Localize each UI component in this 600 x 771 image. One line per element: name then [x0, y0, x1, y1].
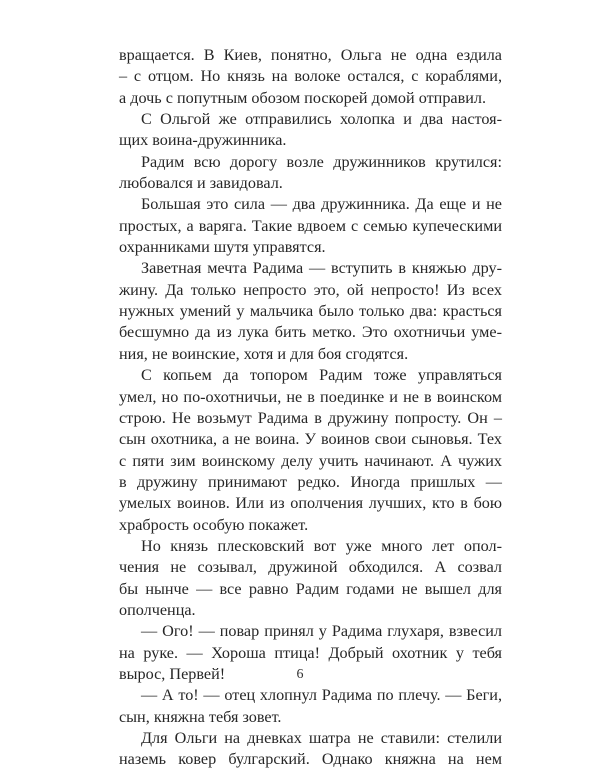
text-line: умел, но по-охотничьи, не в поединке и не в воинском: [119, 387, 502, 406]
paragraph: [119, 109, 502, 152]
text-line: умелых воинов. Или из ополчения лучших, кто в бою: [119, 494, 502, 513]
text-line: строю. Не возьмут Радима в дружину попросту. Он –: [119, 408, 502, 427]
text-line: с пяти зим воинскому делу учить начинают. А чужих: [119, 451, 502, 470]
text-line: С копьем да топором Радим тоже управляться: [141, 366, 502, 385]
text-line: Заветная мечта Радима — вступить в княжью дру-: [141, 259, 502, 278]
text-line: сын, княжна тебя зовет.: [119, 707, 282, 726]
paragraph: [119, 45, 502, 109]
text-line: Для Ольги на дневках шатра не ставили: стелили: [141, 729, 502, 747]
text-line: охранниками шутя управятся.: [119, 238, 326, 257]
paragraph: [119, 728, 502, 771]
paragraph: [119, 258, 502, 365]
text-line: наземь ковер булгарский. Однако княжна на нем: [119, 750, 502, 769]
text-line: нужных умений у мальчика было только два: красться: [119, 302, 502, 321]
text-line: — Ого! — повар принял у Радима глухаря, взвесил: [141, 622, 502, 641]
text-line: – с отцом. Но князь на волоке остался, с кораблями,: [119, 67, 502, 86]
text-line: простых, а варяга. Такие вдвоем с семью купеческими: [119, 216, 502, 235]
text-line: С Ольгой же отправились холопка и два настоя-: [141, 110, 502, 129]
paragraph: [119, 536, 502, 621]
page-number: 6: [296, 667, 304, 682]
text-line: жину. Да только непросто это, ой непросто! Из всех: [119, 280, 502, 299]
text-line: Но князь плесковский вот уже много лет опол-: [141, 536, 502, 555]
text-line: чения не созывал, дружиной обходился. А созвал: [119, 558, 502, 577]
text-line: любовался и завидовал.: [119, 174, 283, 193]
text-line: храбрость особую покажет.: [119, 515, 309, 534]
text-line: ния, не воинские, хотя и для боя сгодятся.: [119, 344, 409, 363]
text-line: вырос, Первей!: [119, 664, 226, 683]
text-line: а дочь с попутным обозом поскорей домой отправил.: [119, 88, 487, 107]
text-line: Радим всю дорогу возле дружинников крутился:: [141, 152, 502, 171]
text-line: — А то! — отец хлопнул Радима по плечу. — Беги,: [141, 686, 502, 705]
text-line: бесшумно да из лука бить метко. Это охотничьи уме-: [119, 323, 502, 342]
text-line: в дружину принимают редко. Иногда пришлых —: [119, 472, 502, 491]
text-line: на руке. — Хороша птица! Добрый охотник у тебя: [119, 643, 502, 662]
text-line: щих воина-дружинника.: [119, 131, 287, 150]
paragraph: [119, 365, 502, 536]
text-line: вращается. В Киев, понятно, Ольга не одна ездила: [119, 46, 502, 64]
text-line: Большая это сила — два дружинника. Да еще и не: [141, 195, 502, 214]
text-line: сын охотника, а не воина. У воинов свои сыновья. Тех: [119, 430, 502, 449]
text-line: бы нынче — все равно Радим годами не вышел для: [119, 579, 502, 598]
text-line: ополченца.: [119, 600, 196, 619]
paragraph: [119, 152, 502, 195]
paragraph: [119, 194, 502, 258]
paragraph: [119, 685, 502, 728]
body-text: [119, 45, 502, 771]
